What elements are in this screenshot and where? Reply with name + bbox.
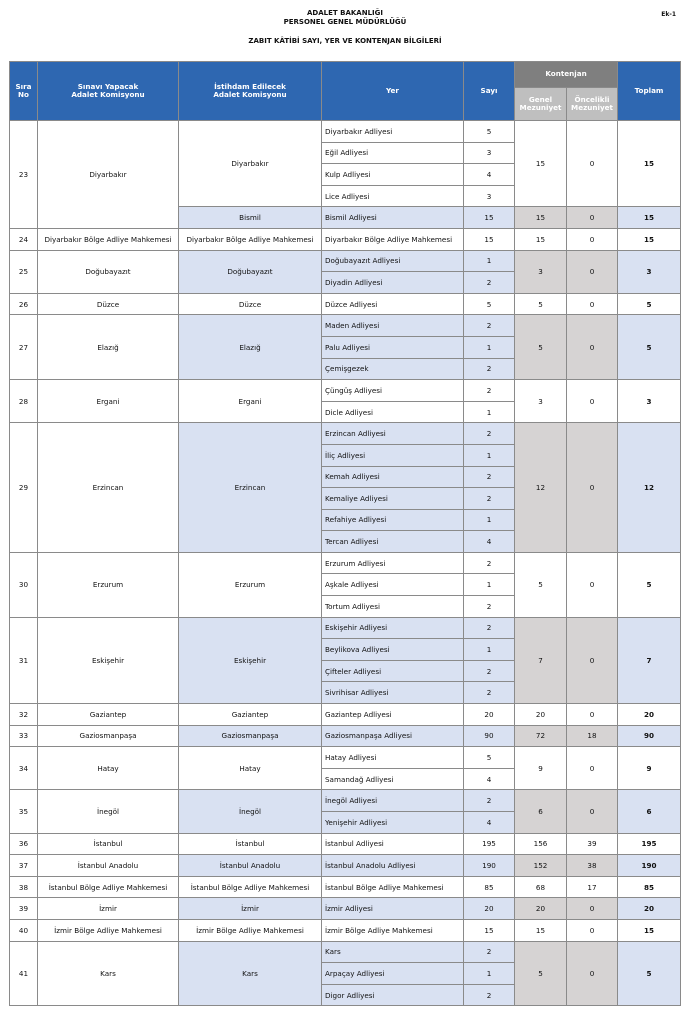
location-count: 20 [464, 898, 515, 920]
table-row [10, 790, 681, 812]
exam-commission: Elazığ [38, 315, 179, 380]
annex-tag: Ek-1 [661, 11, 676, 18]
priority-quota: 0 [567, 919, 618, 941]
location-count: 2 [464, 660, 515, 682]
table-row [10, 315, 681, 337]
location-count: 90 [464, 725, 515, 747]
employment-commission: Ergani [179, 380, 322, 423]
general-quota: 72 [515, 725, 567, 747]
exam-commission: Gaziosmanpaşa [38, 725, 179, 747]
employment-commission: Erzincan [179, 423, 322, 553]
location-name: Tortum Adliyesi [322, 596, 464, 618]
row-number: 32 [10, 704, 38, 726]
location-count: 1 [464, 336, 515, 358]
employment-commission: Hatay [179, 747, 322, 790]
location-name: Eğil Adliyesi [322, 142, 464, 164]
col-yer: Yer [322, 62, 464, 121]
total-value: 85 [618, 876, 681, 898]
location-count: 1 [464, 963, 515, 985]
priority-quota: 0 [567, 898, 618, 920]
table-row [10, 552, 681, 574]
priority-quota: 0 [567, 423, 618, 553]
location-count: 1 [464, 444, 515, 466]
row-number: 28 [10, 380, 38, 423]
location-name: Kulp Adliyesi [322, 164, 464, 186]
general-quota: 20 [515, 704, 567, 726]
general-quota: 156 [515, 833, 567, 855]
location-name: Erzurum Adliyesi [322, 552, 464, 574]
general-quota: 68 [515, 876, 567, 898]
exam-commission: Erzincan [38, 423, 179, 553]
total-value: 195 [618, 833, 681, 855]
general-quota: 15 [515, 228, 567, 250]
table-row [10, 725, 681, 747]
employment-commission: Kars [179, 941, 322, 1006]
row-number: 38 [10, 876, 38, 898]
total-value: 3 [618, 380, 681, 423]
total-value: 3 [618, 250, 681, 293]
table-row [10, 250, 681, 272]
location-count: 2 [464, 380, 515, 402]
table-row [10, 898, 681, 920]
location-name: Diyarbakır Adliyesi [322, 121, 464, 143]
general-quota: 5 [515, 293, 567, 315]
row-number: 25 [10, 250, 38, 293]
location-count: 3 [464, 185, 515, 207]
location-count: 2 [464, 423, 515, 445]
location-name: Lice Adliyesi [322, 185, 464, 207]
table-row [10, 919, 681, 941]
location-name: Maden Adliyesi [322, 315, 464, 337]
priority-quota: 0 [567, 293, 618, 315]
location-count: 5 [464, 293, 515, 315]
location-name: Sivrihisar Adliyesi [322, 682, 464, 704]
row-number: 24 [10, 228, 38, 250]
priority-quota: 0 [567, 228, 618, 250]
exam-commission: İzmir Bölge Adliye Mahkemesi [38, 919, 179, 941]
location-name: Dicle Adliyesi [322, 401, 464, 423]
exam-commission: İzmir [38, 898, 179, 920]
location-name: Arpaçay Adliyesi [322, 963, 464, 985]
exam-commission: İstanbul [38, 833, 179, 855]
location-name: İstanbul Adliyesi [322, 833, 464, 855]
location-count: 195 [464, 833, 515, 855]
total-value: 20 [618, 704, 681, 726]
exam-commission: Doğubayazıt [38, 250, 179, 293]
total-value: 5 [618, 293, 681, 315]
employment-commission: Düzce [179, 293, 322, 315]
total-value: 15 [618, 121, 681, 207]
general-quota: 9 [515, 747, 567, 790]
priority-quota: 0 [567, 315, 618, 380]
exam-commission: Hatay [38, 747, 179, 790]
general-quota: 12 [515, 423, 567, 553]
row-number: 40 [10, 919, 38, 941]
location-name: Palu Adliyesi [322, 336, 464, 358]
location-count: 2 [464, 552, 515, 574]
employment-commission: İzmir Bölge Adliye Mahkemesi [179, 919, 322, 941]
location-name: Diyadin Adliyesi [322, 272, 464, 294]
priority-quota: 0 [567, 552, 618, 617]
col-kontenjan: Kontenjan [515, 62, 618, 88]
location-name: Kemaliye Adliyesi [322, 488, 464, 510]
employment-commission: İstanbul Anadolu [179, 855, 322, 877]
table-row [10, 941, 681, 963]
general-quota: 15 [515, 919, 567, 941]
location-count: 190 [464, 855, 515, 877]
location-name: Doğubayazıt Adliyesi [322, 250, 464, 272]
priority-quota: 38 [567, 855, 618, 877]
location-name: İstanbul Bölge Adliye Mahkemesi [322, 876, 464, 898]
row-number: 31 [10, 617, 38, 703]
total-value: 5 [618, 941, 681, 1006]
location-count: 2 [464, 272, 515, 294]
location-name: Yenişehir Adliyesi [322, 812, 464, 834]
location-count: 2 [464, 790, 515, 812]
col-sinav: Sınavı Yapacak Adalet Komisyonu [38, 62, 179, 121]
col-istihdam: İstihdam Edilecek Adalet Komisyonu [179, 62, 322, 121]
table-row [10, 855, 681, 877]
priority-quota: 0 [567, 617, 618, 703]
location-count: 1 [464, 401, 515, 423]
exam-commission: İstanbul Anadolu [38, 855, 179, 877]
location-count: 1 [464, 509, 515, 531]
employment-commission: Diyarbakır [179, 121, 322, 207]
general-quota: 7 [515, 617, 567, 703]
total-value: 15 [618, 919, 681, 941]
location-name: Kemah Adliyesi [322, 466, 464, 488]
location-name: İzmir Bölge Adliye Mahkemesi [322, 919, 464, 941]
general-quota: 5 [515, 941, 567, 1006]
priority-quota: 0 [567, 207, 618, 229]
priority-quota: 17 [567, 876, 618, 898]
exam-commission: Eskişehir [38, 617, 179, 703]
location-name: Düzce Adliyesi [322, 293, 464, 315]
employment-commission: İstanbul [179, 833, 322, 855]
table-row [10, 876, 681, 898]
location-name: Gaziantep Adliyesi [322, 704, 464, 726]
table-row [10, 293, 681, 315]
location-count: 2 [464, 941, 515, 963]
location-name: Diyarbakır Bölge Adliye Mahkemesi [322, 228, 464, 250]
location-count: 4 [464, 164, 515, 186]
employment-commission: Eskişehir [179, 617, 322, 703]
location-count: 20 [464, 704, 515, 726]
table-row [10, 747, 681, 769]
location-name: Hatay Adliyesi [322, 747, 464, 769]
document-subtitle: ZABIT KÂTİBİ SAYI, YER VE KONTENJAN BİLGİLERİ [248, 37, 442, 45]
exam-commission: Diyarbakır Bölge Adliye Mahkemesi [38, 228, 179, 250]
location-count: 2 [464, 466, 515, 488]
col-genel: Genel Mezuniyet [515, 88, 567, 121]
total-value: 9 [618, 747, 681, 790]
priority-quota: 0 [567, 380, 618, 423]
priority-quota: 0 [567, 250, 618, 293]
location-count: 4 [464, 531, 515, 553]
location-name: Çifteler Adliyesi [322, 660, 464, 682]
total-value: 6 [618, 790, 681, 833]
row-number: 34 [10, 747, 38, 790]
table-row [10, 121, 681, 143]
table-row [10, 380, 681, 402]
employment-commission: Bismil [179, 207, 322, 229]
location-count: 2 [464, 358, 515, 380]
location-count: 2 [464, 682, 515, 704]
location-count: 4 [464, 768, 515, 790]
total-value: 5 [618, 552, 681, 617]
priority-quota: 18 [567, 725, 618, 747]
location-name: Beylikova Adliyesi [322, 639, 464, 661]
general-quota: 5 [515, 552, 567, 617]
exam-commission: Kars [38, 941, 179, 1006]
table-row [10, 704, 681, 726]
employment-commission: İzmir [179, 898, 322, 920]
col-oncelikli: Öncelikli Mezuniyet [567, 88, 618, 121]
priority-quota: 0 [567, 121, 618, 207]
exam-commission: İstanbul Bölge Adliye Mahkemesi [38, 876, 179, 898]
location-count: 85 [464, 876, 515, 898]
total-value: 12 [618, 423, 681, 553]
col-sayi: Sayı [464, 62, 515, 121]
total-value: 190 [618, 855, 681, 877]
general-quota: 152 [515, 855, 567, 877]
location-count: 2 [464, 984, 515, 1006]
priority-quota: 39 [567, 833, 618, 855]
employment-commission: Gaziosmanpaşa [179, 725, 322, 747]
location-count: 2 [464, 488, 515, 510]
exam-commission: Diyarbakır [38, 121, 179, 229]
location-count: 3 [464, 142, 515, 164]
total-value: 15 [618, 228, 681, 250]
quota-table [9, 61, 681, 1006]
location-name: İliç Adliyesi [322, 444, 464, 466]
location-name: Erzincan Adliyesi [322, 423, 464, 445]
location-name: Tercan Adliyesi [322, 531, 464, 553]
priority-quota: 0 [567, 941, 618, 1006]
exam-commission: Gaziantep [38, 704, 179, 726]
general-quota: 5 [515, 315, 567, 380]
row-number: 37 [10, 855, 38, 877]
total-value: 90 [618, 725, 681, 747]
row-number: 35 [10, 790, 38, 833]
location-count: 5 [464, 121, 515, 143]
location-count: 15 [464, 207, 515, 229]
location-count: 4 [464, 812, 515, 834]
row-number: 36 [10, 833, 38, 855]
location-name: Aşkale Adliyesi [322, 574, 464, 596]
row-number: 39 [10, 898, 38, 920]
total-value: 15 [618, 207, 681, 229]
location-name: Çüngüş Adliyesi [322, 380, 464, 402]
employment-commission: Diyarbakır Bölge Adliye Mahkemesi [179, 228, 322, 250]
location-name: İnegöl Adliyesi [322, 790, 464, 812]
location-count: 1 [464, 574, 515, 596]
col-sira: Sıra No [10, 62, 38, 121]
row-number: 27 [10, 315, 38, 380]
row-number: 30 [10, 552, 38, 617]
priority-quota: 0 [567, 747, 618, 790]
general-quota: 6 [515, 790, 567, 833]
location-count: 15 [464, 228, 515, 250]
table-row [10, 833, 681, 855]
table-row [10, 617, 681, 639]
location-name: Refahiye Adliyesi [322, 509, 464, 531]
location-count: 1 [464, 639, 515, 661]
location-name: İzmir Adliyesi [322, 898, 464, 920]
row-number: 23 [10, 121, 38, 229]
priority-quota: 0 [567, 704, 618, 726]
employment-commission: İstanbul Bölge Adliye Mahkemesi [179, 876, 322, 898]
employment-commission: Gaziantep [179, 704, 322, 726]
total-value: 7 [618, 617, 681, 703]
location-count: 2 [464, 315, 515, 337]
row-number: 41 [10, 941, 38, 1006]
location-name: Eskişehir Adliyesi [322, 617, 464, 639]
general-quota: 15 [515, 121, 567, 207]
directorate-title: PERSONEL GENEL MÜDÜRLÜĞÜ [283, 18, 407, 26]
exam-commission: Ergani [38, 380, 179, 423]
row-number: 33 [10, 725, 38, 747]
table-row [10, 423, 681, 445]
exam-commission: İnegöl [38, 790, 179, 833]
employment-commission: Doğubayazıt [179, 250, 322, 293]
total-value: 20 [618, 898, 681, 920]
exam-commission: Düzce [38, 293, 179, 315]
location-count: 2 [464, 617, 515, 639]
priority-quota: 0 [567, 790, 618, 833]
ministry-title: ADALET BAKANLIĞI [307, 9, 383, 17]
location-count: 2 [464, 596, 515, 618]
location-name: Bismil Adliyesi [322, 207, 464, 229]
exam-commission: Erzurum [38, 552, 179, 617]
table-row [10, 228, 681, 250]
total-value: 5 [618, 315, 681, 380]
col-toplam: Toplam [618, 62, 681, 121]
location-name: Gaziosmanpaşa Adliyesi [322, 725, 464, 747]
location-count: 5 [464, 747, 515, 769]
employment-commission: Elazığ [179, 315, 322, 380]
employment-commission: Erzurum [179, 552, 322, 617]
location-name: Digor Adliyesi [322, 984, 464, 1006]
row-number: 29 [10, 423, 38, 553]
location-count: 15 [464, 919, 515, 941]
general-quota: 3 [515, 250, 567, 293]
row-number: 26 [10, 293, 38, 315]
general-quota: 3 [515, 380, 567, 423]
general-quota: 20 [515, 898, 567, 920]
location-count: 1 [464, 250, 515, 272]
location-name: Çemişgezek [322, 358, 464, 380]
general-quota: 15 [515, 207, 567, 229]
employment-commission: İnegöl [179, 790, 322, 833]
location-name: Samandağ Adliyesi [322, 768, 464, 790]
location-name: İstanbul Anadolu Adliyesi [322, 855, 464, 877]
location-name: Kars [322, 941, 464, 963]
